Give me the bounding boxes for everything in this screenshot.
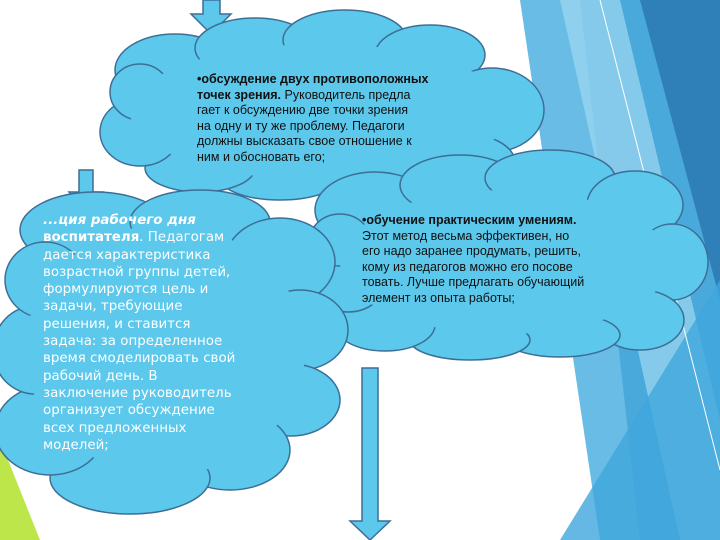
cloud-left-line [43, 229, 258, 246]
cloud-left-line: формулируются цель и [43, 282, 209, 298]
cloud-left-line: организует обсуждение [43, 403, 215, 419]
cloud-right-line: кому из педагогов можно его посове [362, 259, 573, 274]
cloud-left-line: решения, и ставится [43, 316, 191, 332]
cloud-top-heading-end: точек зрения. [197, 87, 282, 102]
cloud-left-line: рабочий день. В [43, 368, 158, 384]
cloud-left-line: моделей; [43, 437, 109, 453]
cloud-left-line: возрастной группы детей, [43, 264, 231, 280]
cloud-left-heading-end: воспитателя [43, 230, 140, 246]
cloud-top-line: ним и обосновать его; [197, 149, 326, 164]
cloud-top-line: на одну и ту же проблему. Педагоги [197, 118, 405, 133]
cloud-left-line: заключение руководитель [43, 385, 232, 401]
cloud-left-line: время смоделировать свой [43, 351, 236, 367]
cloud-top-line [197, 88, 472, 104]
cloud-right-text [362, 213, 622, 307]
cloud-right-line: товать. Лучше предлагать обучающий [362, 275, 585, 290]
cloud-right-line: его надо заранее продумать, решить, [362, 244, 581, 259]
cloud-left-line-rest: . Педагогам [139, 230, 225, 246]
cloud-left-line: дается характеристика [43, 247, 211, 263]
cloud-top-heading: •обсуждение двух противоположных [197, 72, 429, 86]
cloud-top-line: должны высказать свое отношение к [197, 134, 412, 149]
cloud-left-line: задача: за определенное [43, 334, 223, 350]
cloud-top-line: гает к обсуждению две точки зрения [197, 103, 409, 118]
cloud-left-line: задачи, требующие [43, 299, 183, 315]
cloud-left-text [43, 212, 258, 454]
cloud-right-line: Этот метод весьма эффективен, но [362, 228, 570, 243]
cloud-right-heading: •обучение практическим умениям. [362, 213, 577, 227]
cloud-left-line: всех предложенных [43, 420, 187, 436]
cloud-top-text [197, 72, 472, 166]
down-arrow-bottom [350, 368, 390, 540]
cloud-top-line-rest: Руководитель предла [281, 87, 411, 102]
cloud-left-heading: ...ция рабочего дня [43, 213, 196, 228]
cloud-right-line: элемент из опыта работы; [362, 290, 515, 305]
